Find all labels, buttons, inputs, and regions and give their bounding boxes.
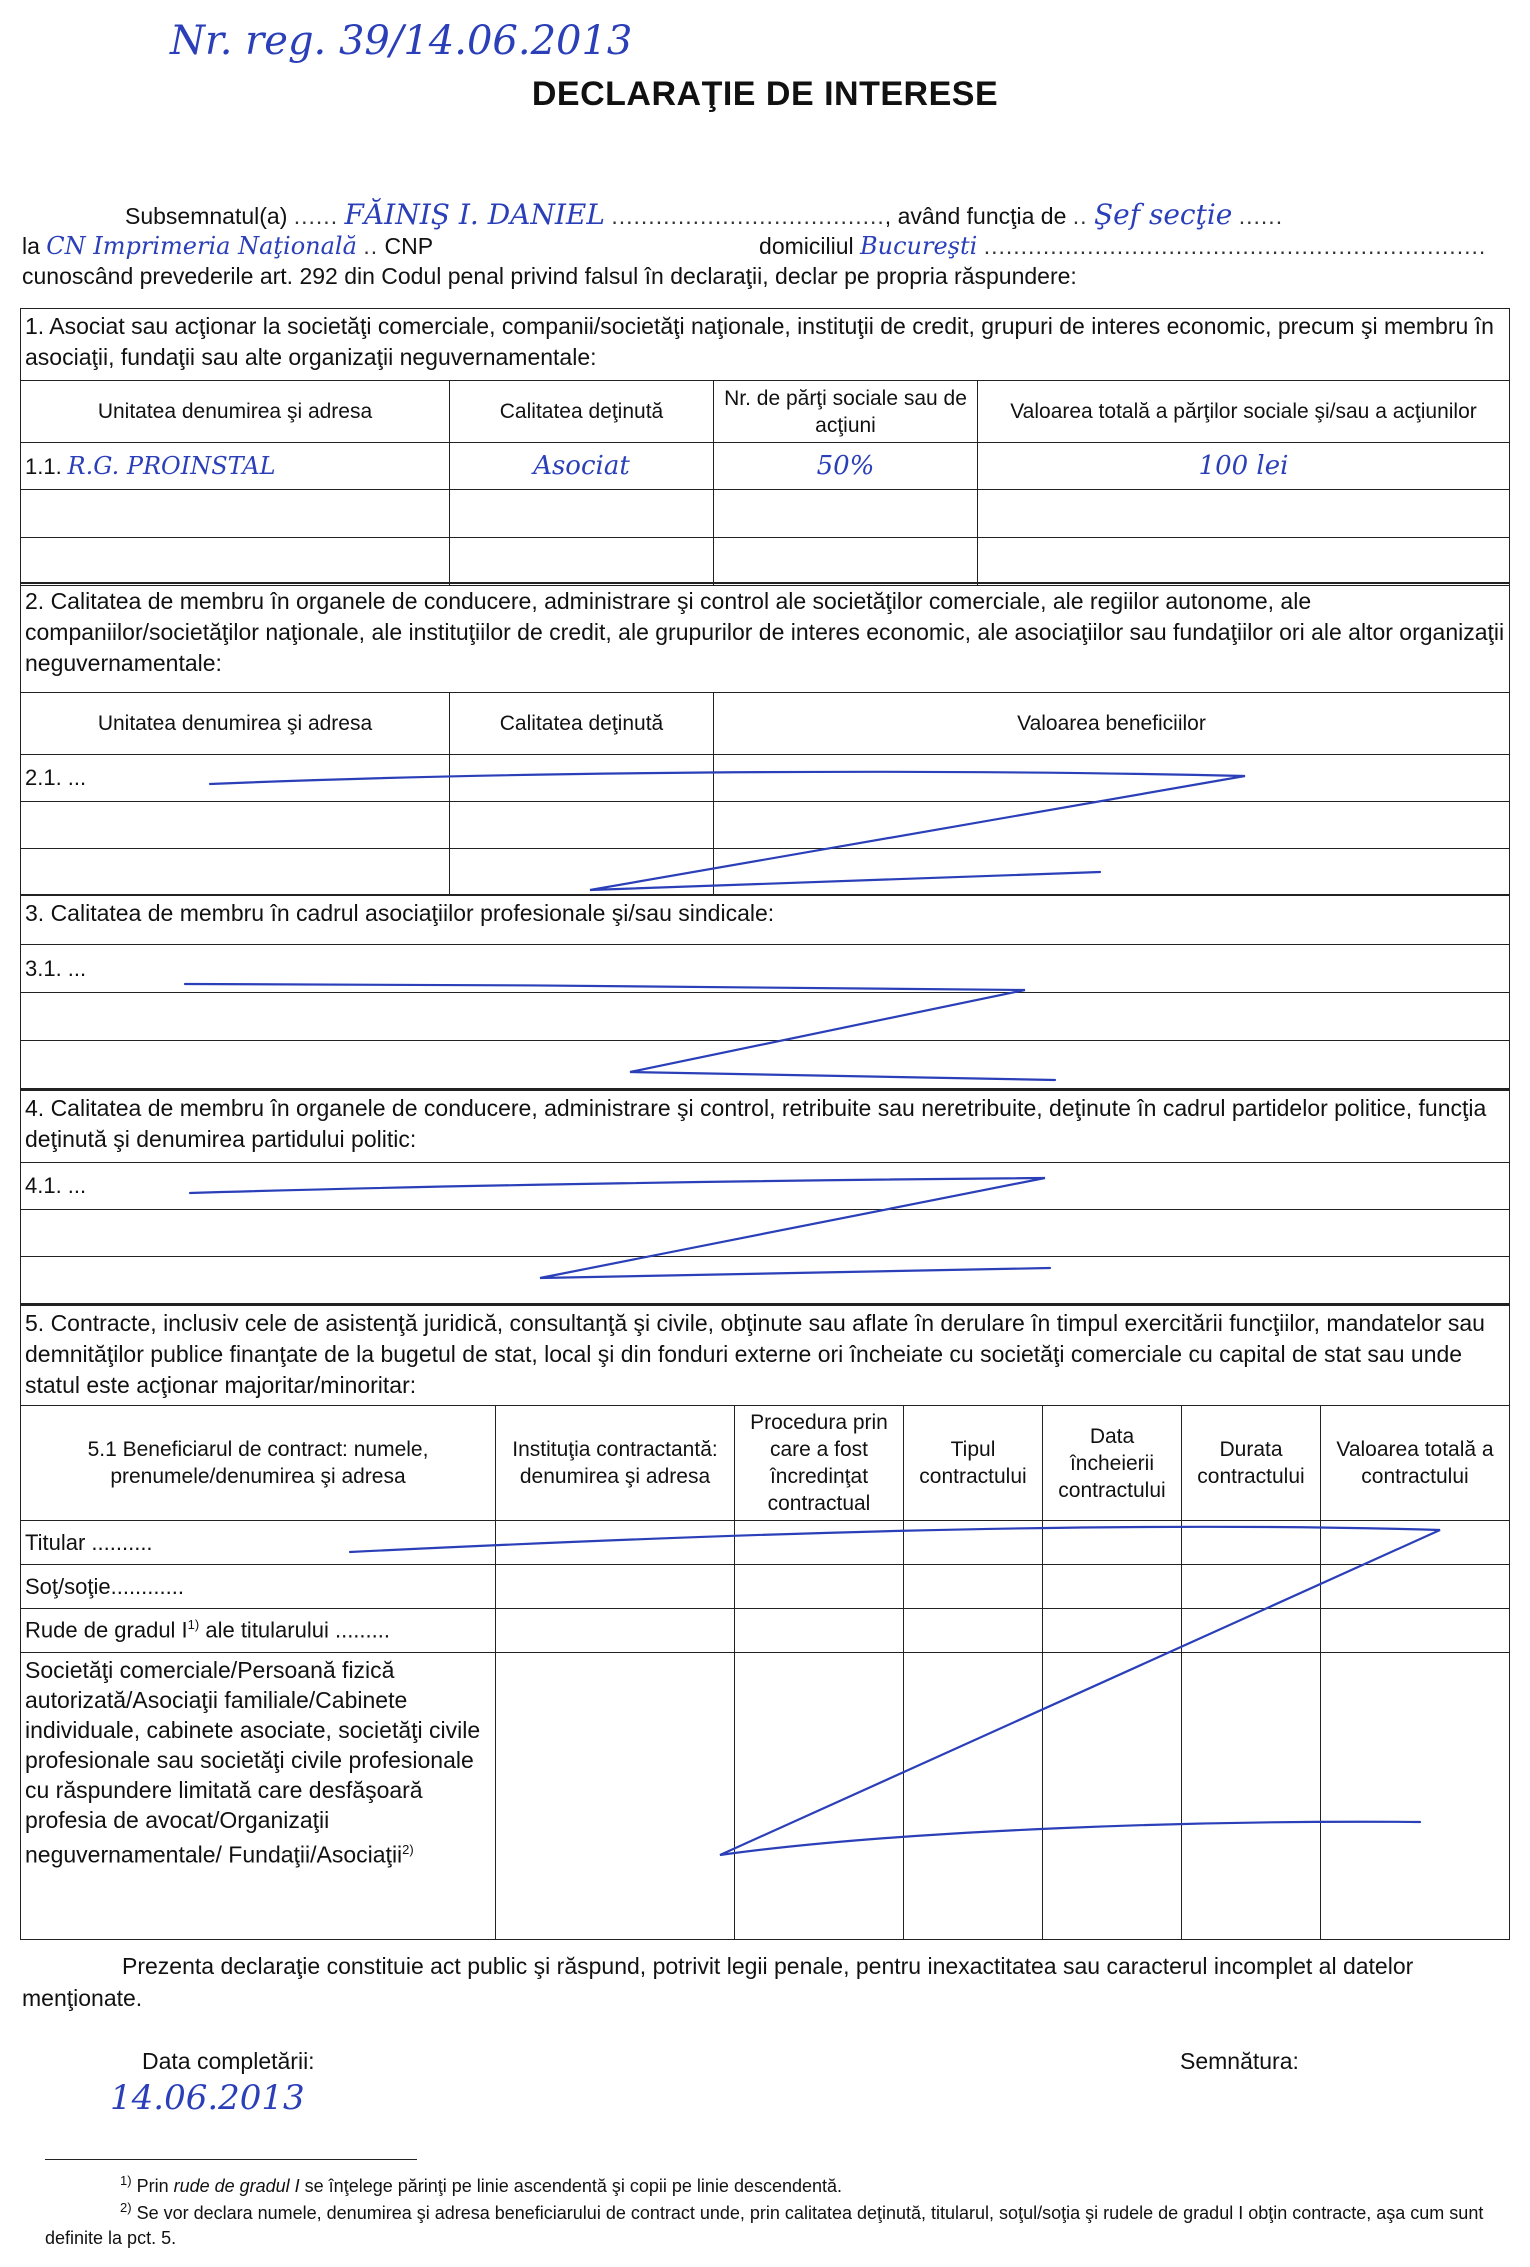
section-1-title: 1. Asociat sau acţionar la societăţi comerciale, companii/societăţi naţionale, instituţii de credit, grupuri de interes economic, precum şi membru în asociaţii, fundaţii sau alte organizaţii neguvernamentale: (25, 313, 1494, 370)
la-line: la CN Imprimeria Naţională .. CNP domiciliul Bucureşti .................................................................... (22, 232, 1487, 260)
section-5-table (20, 1405, 1510, 1940)
s1-valoare-value[interactable]: 100 lei (1198, 451, 1289, 481)
s5-col-procedura: Procedura prin care a fost încredinţat contractual (735, 1406, 904, 1521)
s2-row-label: 2.1. ... (21, 755, 450, 802)
table-row (21, 1257, 1510, 1304)
table-row (21, 1521, 1510, 1565)
table-row (21, 755, 1510, 802)
s5-col-beneficiar: 5.1 Beneficiarul de contract: numele, prenumele/denumirea şi adresa (21, 1406, 496, 1521)
s5-row-rude-label: Rude de gradul I (25, 1617, 188, 1643)
table-row (21, 993, 1510, 1041)
s5-col-tipul: Tipul contractului (904, 1406, 1043, 1521)
s2-col-unitate: Unitatea denumirea şi adresa (21, 693, 450, 755)
s1-calitate-value[interactable]: Asociat (533, 451, 630, 481)
s4-row-label: 4.1. ... (21, 1163, 1510, 1210)
s5-row-titular: Titular .......... (21, 1521, 496, 1565)
s5-row-sot: Soţ/soţie............ (21, 1565, 496, 1609)
s5-row-rude-sup: 1) (187, 1617, 200, 1633)
s2-col-calitate: Calitatea deţinută (450, 693, 714, 755)
footnote-2-mark: 2) (120, 2200, 132, 2215)
registration-note: Nr. reg. 39/14.06.2013 (170, 18, 633, 64)
table-row (21, 1653, 1510, 1940)
table-row (21, 490, 1510, 538)
s3-row-label: 3.1. ... (21, 945, 1510, 993)
s5-row-societati (21, 1653, 496, 1940)
table-row (21, 1041, 1510, 1089)
s1-col-valoare: Valoarea totală a părţilor sociale şi/sau a acţiunilor (978, 381, 1510, 443)
footnote-1-italic: rude de gradul I (173, 2176, 300, 2196)
table-row (21, 1609, 1510, 1653)
declaration-text: cunoscând prevederile art. 292 din Codul penal privind falsul în declaraţii, declar pe propria răspundere: (22, 263, 1077, 289)
table-row (21, 802, 1510, 849)
section-4-table (20, 1162, 1510, 1304)
document-title: DECLARAŢIE DE INTERESE (531, 75, 999, 113)
table-row (21, 1565, 1510, 1609)
semnatura-label: Semnătura: (1180, 2048, 1299, 2074)
s5-row-rude-suffix: ale titularului ......... (199, 1617, 390, 1643)
s2-col-valoare: Valoarea beneficiilor (714, 693, 1510, 755)
data-completarii-label: Data completării: (142, 2048, 315, 2074)
table-row (21, 849, 1510, 896)
table-row (21, 945, 1510, 993)
data-completarii-value[interactable]: 14.06.2013 (110, 2078, 305, 2118)
name-field[interactable]: FĂINIŞ I. DANIEL (344, 198, 605, 231)
s1-row-label: 1.1. (25, 454, 62, 479)
s5-row-societati-label: Societăţi comerciale/Persoană fizică autorizată/Asociaţii familiale/Cabinete individuale, cabinete asociate, societăţi civile profesionale sau societăţi civile profesionale cu răspundere limitată care desfăşoară profesia de avocat/Organizaţii neguvernamentale/ Fundaţii/Asociaţii (25, 1657, 481, 1868)
s1-unitate-value[interactable]: R.G. PROINSTAL (67, 452, 276, 480)
la-label: la (22, 233, 40, 259)
domiciliu-field[interactable]: Bucureşti (860, 232, 978, 260)
footnote-divider (45, 2159, 417, 2160)
functie-field[interactable]: Şef secţie (1093, 198, 1233, 231)
subsemnatul-label: Subsemnatul(a) (125, 203, 288, 229)
la-field[interactable]: CN Imprimeria Naţională (46, 232, 357, 260)
s1-col-parti: Nr. de părţi sociale sau de acţiuni (714, 381, 978, 443)
section-4-title: 4. Calitatea de membru în organele de conducere, administrare şi control, retribuite sau neretribuite, deţinute în cadrul partidelor politice, funcţia deţinută şi denumirea partidului politic: (25, 1095, 1487, 1152)
footnote-1: $^{1)}$ Prin rude de gradul I se înţelege părinţi pe linie ascendentă şi copii pe linie descendentă. (120, 2173, 843, 2196)
domiciliu-label: domiciliul (759, 233, 854, 259)
s1-parti-value[interactable]: 50% (816, 451, 875, 481)
cnp-label: CNP (384, 233, 433, 259)
s5-row-rude (21, 1609, 496, 1653)
table-row (21, 443, 1510, 490)
footnote-2: $^{2)}$ Se vor declara numele, denumirea şi adresa beneficiarului de contract unde, prin calitatea deţinută, titularul, soţul/soţia şi rudele de gradul I obţin contracte, aşa cum sunt definite la pct. 5. (45, 2200, 1484, 2248)
section-2-title: 2. Calitatea de membru în organele de conducere, administrare şi control ale societăţilor comerciale, ale regiilor autonome, ale companiilor/societăţilor naţionale, ale instituţiilor de credit, ale grupurilor de interes economic, ale asociaţiilor sau fundaţiilor ori ale altor organizaţii neguvernamentale: (25, 588, 1505, 676)
s5-row-societati-sup: 2) (402, 1842, 414, 1857)
s1-col-unitate: Unitatea denumirea şi adresa (21, 381, 450, 443)
s5-col-data: Data încheierii contractului (1043, 1406, 1182, 1521)
s5-col-valoare: Valoarea totală a contractului (1321, 1406, 1510, 1521)
s1-col-calitate: Calitatea deţinută (450, 381, 714, 443)
table-row (21, 1210, 1510, 1257)
section-2-table (20, 692, 1510, 896)
subsemnatul-line: Subsemnatul(a) ...... FĂINIŞ I. DANIEL ....................................., având funcţia de .. Şef secţie ...... (125, 198, 1284, 231)
section-5-title: 5. Contracte, inclusiv cele de asistenţă juridică, consultanţă şi civile, obţinute sau aflate în derulare în timpul exercitării funcţiilor, mandatelor sau demnităţilor publice finanţate de la bugetul de stat, local şi din fonduri externe ori încheiate cu societăţi comerciale cu capital de stat sau unde statul este acţionar majoritar/minoritar: (25, 1310, 1485, 1398)
closing-statement: Prezenta declaraţie constituie act public şi răspund, potrivit legii penale, pentru inexactitatea sau caracterul incomplet al datelor menţionate. (22, 1953, 1414, 2011)
footnote-1-mark: 1) (120, 2173, 132, 2188)
functie-label: , având funcţia de (884, 203, 1067, 229)
table-row (21, 538, 1510, 586)
s5-col-institutie: Instituţia contractantă: denumirea şi adresa (496, 1406, 735, 1521)
section-1-table (20, 380, 1510, 586)
section-3-table (20, 944, 1510, 1089)
section-3-title: 3. Calitatea de membru în cadrul asociaţiilor profesionale şi/sau sindicale: (25, 900, 775, 926)
table-row (21, 1163, 1510, 1210)
s5-col-durata: Durata contractului (1182, 1406, 1321, 1521)
